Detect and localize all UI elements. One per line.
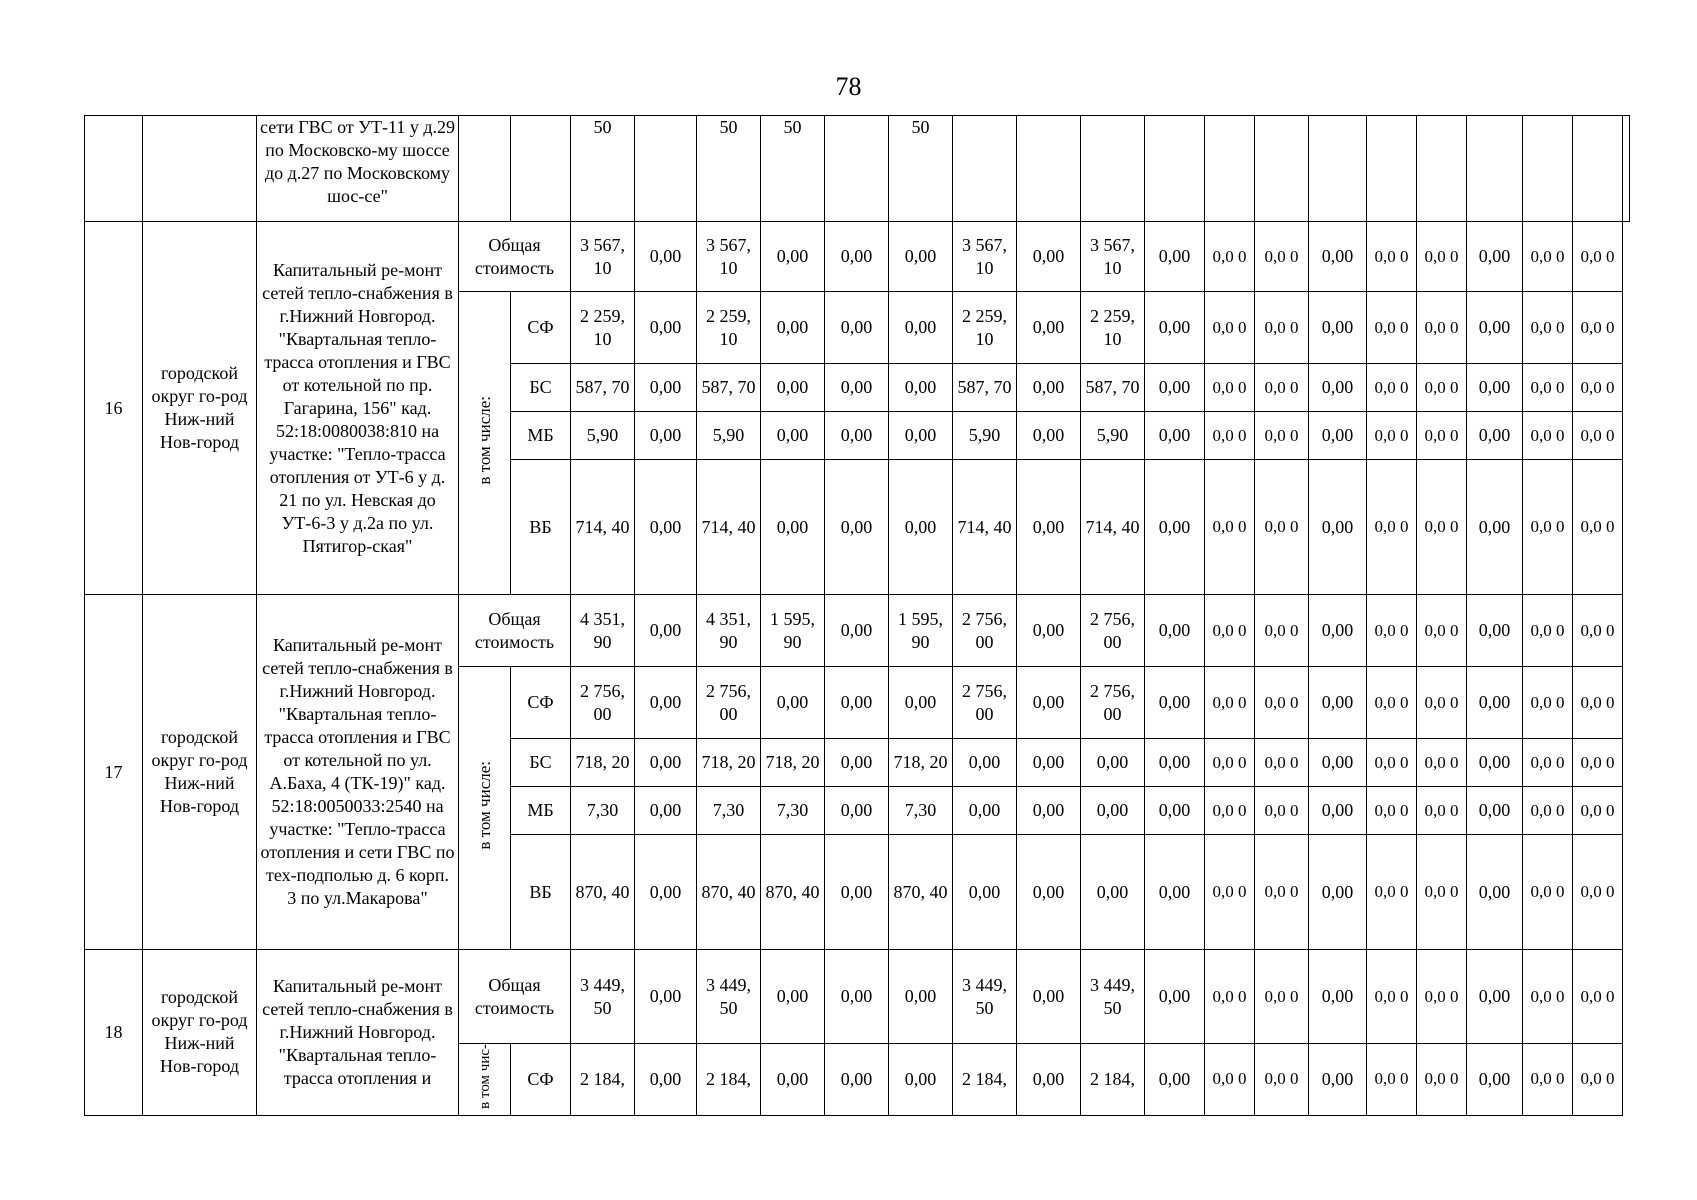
value-cell (1467, 116, 1523, 222)
value-cell: 0,00 (761, 460, 825, 595)
value-cell: 0,0 0 (1523, 364, 1573, 412)
value-cell: 0,00 (1467, 739, 1523, 787)
financing-table (84, 115, 1630, 1116)
value-cell: 714, 40 (953, 460, 1017, 595)
value-cell: 0,00 (1309, 412, 1367, 460)
value-cell (1367, 116, 1417, 222)
value-cell: 0,00 (635, 292, 697, 364)
value-cell: 2 259, 10 (953, 292, 1017, 364)
funding-source-label: БС (511, 739, 571, 787)
value-cell: 0,00 (1017, 595, 1081, 667)
value-cell: 0,00 (1467, 1044, 1523, 1116)
value-cell: 2 756, 00 (1081, 595, 1145, 667)
value-cell: 0,00 (889, 292, 953, 364)
value-cell: 7,30 (889, 787, 953, 835)
value-cell: 0,00 (1309, 787, 1367, 835)
value-cell: 0,00 (1467, 595, 1523, 667)
value-cell (1255, 116, 1309, 222)
value-cell (1145, 116, 1205, 222)
total-cost-label: Общая стоимость (459, 222, 571, 292)
value-cell: 0,0 0 (1255, 950, 1309, 1044)
value-cell: 0,0 0 (1417, 950, 1467, 1044)
value-cell: 0,00 (1017, 460, 1081, 595)
value-cell: 0,00 (635, 1044, 697, 1116)
value-cell: 0,00 (635, 667, 697, 739)
value-cell: 2 756, 00 (953, 595, 1017, 667)
value-cell: 0,00 (825, 787, 889, 835)
value-cell: 0,00 (1145, 950, 1205, 1044)
value-cell: 0,00 (825, 950, 889, 1044)
table-row (85, 222, 1630, 292)
value-cell: 0,00 (635, 364, 697, 412)
funding-source-label: ВБ (511, 835, 571, 950)
value-cell: 0,0 0 (1523, 835, 1573, 950)
value-cell: 0,0 0 (1205, 739, 1255, 787)
value-cell: 0,0 0 (1255, 222, 1309, 292)
value-cell: 0,00 (825, 460, 889, 595)
page-number: 78 (835, 72, 862, 101)
value-cell: 0,0 0 (1367, 835, 1417, 950)
value-cell: 0,0 0 (1367, 595, 1417, 667)
value-cell: 0,00 (761, 364, 825, 412)
value-cell: 0,0 0 (1205, 950, 1255, 1044)
value-cell: 0,0 0 (1255, 1044, 1309, 1116)
value-cell: 0,00 (1017, 950, 1081, 1044)
total-cost-label: Общая стоимость (459, 595, 571, 667)
value-cell: 0,00 (1309, 950, 1367, 1044)
value-cell: 0,0 0 (1573, 595, 1623, 667)
value-cell: 0,00 (1145, 412, 1205, 460)
value-cell: 0,0 0 (1205, 460, 1255, 595)
value-cell: 0,0 0 (1573, 460, 1623, 595)
value-cell: 587, 70 (571, 364, 635, 412)
value-cell: 0,00 (1467, 667, 1523, 739)
value-cell: 50 (889, 116, 953, 222)
value-cell: 0,00 (635, 739, 697, 787)
value-cell: 7,30 (697, 787, 761, 835)
value-cell: 0,00 (1309, 835, 1367, 950)
value-cell: 0,0 0 (1417, 412, 1467, 460)
value-cell: 870, 40 (761, 835, 825, 950)
value-cell: 0,00 (1467, 412, 1523, 460)
value-cell: 0,00 (889, 950, 953, 1044)
value-cell: 718, 20 (761, 739, 825, 787)
value-cell (1205, 116, 1255, 222)
value-cell: 0,0 0 (1367, 950, 1417, 1044)
value-cell: 3 567, 10 (953, 222, 1017, 292)
value-cell: 0,0 0 (1523, 667, 1573, 739)
value-cell: 0,0 0 (1417, 460, 1467, 595)
value-cell: 0,00 (1081, 787, 1145, 835)
value-cell: 0,00 (1145, 460, 1205, 595)
value-cell (1623, 116, 1630, 222)
value-cell: 3 449, 50 (1081, 950, 1145, 1044)
value-cell: 2 184, (1081, 1044, 1145, 1116)
value-cell: 0,0 0 (1573, 835, 1623, 950)
value-cell: 0,0 0 (1367, 364, 1417, 412)
value-cell: 2 184, (697, 1044, 761, 1116)
value-cell: 0,0 0 (1205, 835, 1255, 950)
value-cell: 0,0 0 (1255, 739, 1309, 787)
value-cell: 0,0 0 (1205, 667, 1255, 739)
value-cell: 0,0 0 (1523, 292, 1573, 364)
value-cell: 0,00 (1017, 222, 1081, 292)
municipality-cell: городской округ го-род Ниж-ний Нов-город (143, 950, 257, 1116)
value-cell: 2 184, (953, 1044, 1017, 1116)
value-cell: 0,0 0 (1417, 222, 1467, 292)
value-cell: 0,0 0 (1573, 950, 1623, 1044)
value-cell: 3 449, 50 (953, 950, 1017, 1044)
value-cell: 2 756, 00 (1081, 667, 1145, 739)
row-number-cell: 17 (85, 595, 143, 950)
financing-source-cell (459, 116, 511, 222)
value-cell: 0,00 (635, 460, 697, 595)
value-cell: 0,00 (1017, 835, 1081, 950)
value-cell: 1 595, 90 (761, 595, 825, 667)
value-cell: 3 567, 10 (1081, 222, 1145, 292)
value-cell: 0,00 (1467, 364, 1523, 412)
value-cell: 0,00 (1309, 667, 1367, 739)
value-cell: 0,00 (1017, 292, 1081, 364)
value-cell: 0,00 (953, 835, 1017, 950)
value-cell: 0,00 (1145, 739, 1205, 787)
value-cell: 0,00 (1467, 835, 1523, 950)
value-cell: 0,00 (1467, 787, 1523, 835)
value-cell: 714, 40 (1081, 460, 1145, 595)
value-cell: 0,0 0 (1255, 292, 1309, 364)
value-cell: 0,0 0 (1255, 787, 1309, 835)
value-cell: 2 259, 10 (1081, 292, 1145, 364)
value-cell: 50 (761, 116, 825, 222)
value-cell: 5,90 (1081, 412, 1145, 460)
value-cell: 0,00 (1145, 222, 1205, 292)
value-cell (1017, 116, 1081, 222)
value-cell: 0,00 (1467, 222, 1523, 292)
value-cell: 718, 20 (571, 739, 635, 787)
value-cell: 0,0 0 (1573, 364, 1623, 412)
value-cell: 0,0 0 (1523, 1044, 1573, 1116)
value-cell: 0,0 0 (1367, 292, 1417, 364)
funding-source-label: МБ (511, 787, 571, 835)
value-cell: 0,0 0 (1205, 292, 1255, 364)
value-cell: 870, 40 (697, 835, 761, 950)
value-cell: 7,30 (761, 787, 825, 835)
including-label-cell (459, 292, 511, 595)
value-cell: 0,00 (889, 460, 953, 595)
value-cell: 0,0 0 (1367, 667, 1417, 739)
value-cell (825, 116, 889, 222)
municipality-cell: городской округ го-род Ниж-ний Нов-город (143, 595, 257, 950)
value-cell: 0,0 0 (1523, 950, 1573, 1044)
value-cell: 0,0 0 (1205, 1044, 1255, 1116)
value-cell (635, 116, 697, 222)
value-cell: 2 756, 00 (953, 667, 1017, 739)
value-cell: 5,90 (697, 412, 761, 460)
value-cell: 3 567, 10 (571, 222, 635, 292)
funding-source-label: СФ (511, 1044, 571, 1116)
financing-source-cell (511, 116, 571, 222)
value-cell: 0,00 (825, 1044, 889, 1116)
value-cell: 0,0 0 (1523, 595, 1573, 667)
value-cell: 5,90 (953, 412, 1017, 460)
value-cell: 0,0 0 (1523, 412, 1573, 460)
value-cell: 0,00 (635, 950, 697, 1044)
value-cell: 7,30 (571, 787, 635, 835)
value-cell (953, 116, 1017, 222)
value-cell: 0,00 (889, 364, 953, 412)
value-cell: 0,0 0 (1573, 292, 1623, 364)
value-cell: 0,0 0 (1417, 739, 1467, 787)
value-cell: 0,0 0 (1255, 667, 1309, 739)
value-cell (1309, 116, 1367, 222)
value-cell: 714, 40 (571, 460, 635, 595)
value-cell: 0,00 (825, 364, 889, 412)
value-cell: 0,0 0 (1205, 412, 1255, 460)
value-cell: 0,0 0 (1573, 1044, 1623, 1116)
including-label-cell (459, 1044, 511, 1116)
value-cell: 0,00 (1309, 1044, 1367, 1116)
value-cell: 718, 20 (889, 739, 953, 787)
value-cell: 0,00 (635, 412, 697, 460)
funding-source-label: ВБ (511, 460, 571, 595)
municipality-cell: городской округ го-род Ниж-ний Нов-город (143, 222, 257, 595)
value-cell: 0,00 (1145, 787, 1205, 835)
value-cell: 0,00 (1309, 222, 1367, 292)
value-cell: 0,00 (825, 292, 889, 364)
value-cell: 0,00 (1467, 460, 1523, 595)
value-cell: 1 595, 90 (889, 595, 953, 667)
value-cell: 0,0 0 (1523, 787, 1573, 835)
value-cell: 0,00 (761, 667, 825, 739)
value-cell: 0,00 (1017, 667, 1081, 739)
row-number-cell (85, 116, 143, 222)
value-cell: 0,0 0 (1417, 1044, 1467, 1116)
value-cell: 50 (571, 116, 635, 222)
value-cell: 0,00 (1081, 739, 1145, 787)
value-cell: 0,00 (1309, 292, 1367, 364)
value-cell: 0,00 (889, 222, 953, 292)
value-cell: 0,0 0 (1573, 412, 1623, 460)
value-cell: 0,0 0 (1255, 364, 1309, 412)
funding-source-label: БС (511, 364, 571, 412)
project-description-cell: Капитальный ре-монт сетей тепло-снабжения в г.Нижний Новгород. "Квартальная тепло-трасса отопления и ГВС от котельной по пр. Гагарина, 156" кад. 52:18:0080038:810 на участке: "Тепло-трасса отопления от УТ-6 у д. 21 по ул. Невская до УТ-6-3 у д.2а по ул. Пятигор-ская" (257, 222, 459, 595)
project-description-cell: сети ГВС от УТ-11 у д.29 по Московско-му шоссе до д.27 по Московскому шос-се" (257, 116, 459, 222)
value-cell (1417, 116, 1467, 222)
including-label: в том числе: (474, 760, 494, 850)
value-cell: 0,0 0 (1255, 460, 1309, 595)
value-cell: 0,00 (889, 1044, 953, 1116)
value-cell: 0,00 (635, 835, 697, 950)
funding-source-label: СФ (511, 292, 571, 364)
municipality-cell (143, 116, 257, 222)
value-cell: 870, 40 (571, 835, 635, 950)
value-cell (1523, 116, 1573, 222)
value-cell: 0,0 0 (1205, 787, 1255, 835)
value-cell: 2 259, 10 (697, 292, 761, 364)
value-cell: 0,0 0 (1573, 222, 1623, 292)
value-cell: 0,0 0 (1573, 667, 1623, 739)
value-cell: 0,00 (825, 222, 889, 292)
value-cell: 0,00 (1017, 739, 1081, 787)
value-cell: 0,00 (825, 667, 889, 739)
value-cell: 0,0 0 (1417, 292, 1467, 364)
value-cell: 0,0 0 (1367, 739, 1417, 787)
value-cell: 3 449, 50 (697, 950, 761, 1044)
including-label: в том чис- (476, 1044, 493, 1109)
value-cell: 0,0 0 (1367, 1044, 1417, 1116)
value-cell: 0,00 (1309, 364, 1367, 412)
value-cell: 0,00 (1017, 364, 1081, 412)
funding-source-label: МБ (511, 412, 571, 460)
value-cell: 3 567, 10 (697, 222, 761, 292)
value-cell: 0,00 (1145, 835, 1205, 950)
value-cell: 0,0 0 (1523, 739, 1573, 787)
value-cell: 714, 40 (697, 460, 761, 595)
value-cell: 0,0 0 (1417, 364, 1467, 412)
value-cell: 0,00 (825, 595, 889, 667)
value-cell: 0,0 0 (1417, 835, 1467, 950)
value-cell: 0,00 (889, 667, 953, 739)
value-cell: 0,0 0 (1367, 460, 1417, 595)
value-cell: 5,90 (571, 412, 635, 460)
value-cell: 0,00 (1145, 292, 1205, 364)
value-cell: 3 449, 50 (571, 950, 635, 1044)
value-cell: 0,00 (953, 787, 1017, 835)
value-cell: 0,0 0 (1205, 222, 1255, 292)
value-cell: 0,0 0 (1417, 787, 1467, 835)
value-cell: 0,00 (635, 787, 697, 835)
value-cell: 0,00 (1467, 292, 1523, 364)
value-cell: 2 259, 10 (571, 292, 635, 364)
value-cell: 0,0 0 (1417, 667, 1467, 739)
row-number-cell: 18 (85, 950, 143, 1116)
value-cell: 0,0 0 (1367, 787, 1417, 835)
value-cell: 0,00 (761, 412, 825, 460)
table-row (85, 116, 1630, 222)
value-cell: 0,0 0 (1255, 595, 1309, 667)
value-cell: 587, 70 (1081, 364, 1145, 412)
value-cell: 0,00 (1145, 364, 1205, 412)
value-cell: 870, 40 (889, 835, 953, 950)
value-cell: 0,00 (1309, 739, 1367, 787)
value-cell: 0,00 (825, 835, 889, 950)
value-cell: 0,0 0 (1367, 412, 1417, 460)
value-cell: 0,0 0 (1255, 835, 1309, 950)
value-cell: 0,00 (1017, 787, 1081, 835)
value-cell: 0,0 0 (1367, 222, 1417, 292)
value-cell: 0,00 (1081, 835, 1145, 950)
value-cell: 0,00 (1309, 595, 1367, 667)
value-cell: 4 351, 90 (571, 595, 635, 667)
value-cell: 0,0 0 (1573, 787, 1623, 835)
value-cell: 0,00 (825, 412, 889, 460)
value-cell: 0,0 0 (1523, 460, 1573, 595)
value-cell: 0,00 (889, 412, 953, 460)
value-cell: 0,00 (1467, 950, 1523, 1044)
value-cell: 0,0 0 (1417, 595, 1467, 667)
value-cell: 0,00 (761, 1044, 825, 1116)
project-description-cell: Капитальный ре-монт сетей тепло-снабжения в г.Нижний Новгород. "Квартальная тепло-трасса отопления и ГВС от котельной по ул. А.Баха, 4 (ТК-19)" кад. 52:18:0050033:2540 на участке: "Тепло-трасса отопления и сети ГВС по тех-подполью д. 6 корп. 3 по ул.Макарова" (257, 595, 459, 950)
value-cell: 718, 20 (697, 739, 761, 787)
project-description-cell: Капитальный ре-монт сетей тепло-снабжения в г.Нижний Новгород. "Квартальная тепло-трасса отопления и (257, 950, 459, 1116)
value-cell: 2 756, 00 (697, 667, 761, 739)
row-number-cell: 16 (85, 222, 143, 595)
including-label-cell (459, 667, 511, 950)
value-cell: 0,00 (1145, 595, 1205, 667)
value-cell: 0,00 (761, 950, 825, 1044)
value-cell: 0,0 0 (1205, 364, 1255, 412)
funding-source-label: СФ (511, 667, 571, 739)
value-cell: 0,00 (825, 739, 889, 787)
value-cell: 0,00 (635, 595, 697, 667)
value-cell: 0,0 0 (1573, 739, 1623, 787)
value-cell (1081, 116, 1145, 222)
value-cell: 0,00 (953, 739, 1017, 787)
total-cost-label: Общая стоимость (459, 950, 571, 1044)
value-cell: 50 (697, 116, 761, 222)
table-row (85, 595, 1630, 667)
value-cell: 587, 70 (697, 364, 761, 412)
value-cell: 0,00 (761, 222, 825, 292)
value-cell: 0,00 (1017, 1044, 1081, 1116)
value-cell: 587, 70 (953, 364, 1017, 412)
value-cell: 0,00 (1145, 1044, 1205, 1116)
value-cell: 0,00 (1309, 460, 1367, 595)
value-cell: 0,0 0 (1205, 595, 1255, 667)
value-cell: 0,00 (761, 292, 825, 364)
value-cell (1573, 116, 1623, 222)
value-cell: 0,0 0 (1255, 412, 1309, 460)
value-cell: 0,0 0 (1523, 222, 1573, 292)
value-cell: 0,00 (635, 222, 697, 292)
value-cell: 2 756, 00 (571, 667, 635, 739)
value-cell: 2 184, (571, 1044, 635, 1116)
value-cell: 4 351, 90 (697, 595, 761, 667)
value-cell: 0,00 (1017, 412, 1081, 460)
table-row (85, 950, 1630, 1044)
including-label: в том числе: (474, 395, 494, 485)
value-cell: 0,00 (1145, 667, 1205, 739)
